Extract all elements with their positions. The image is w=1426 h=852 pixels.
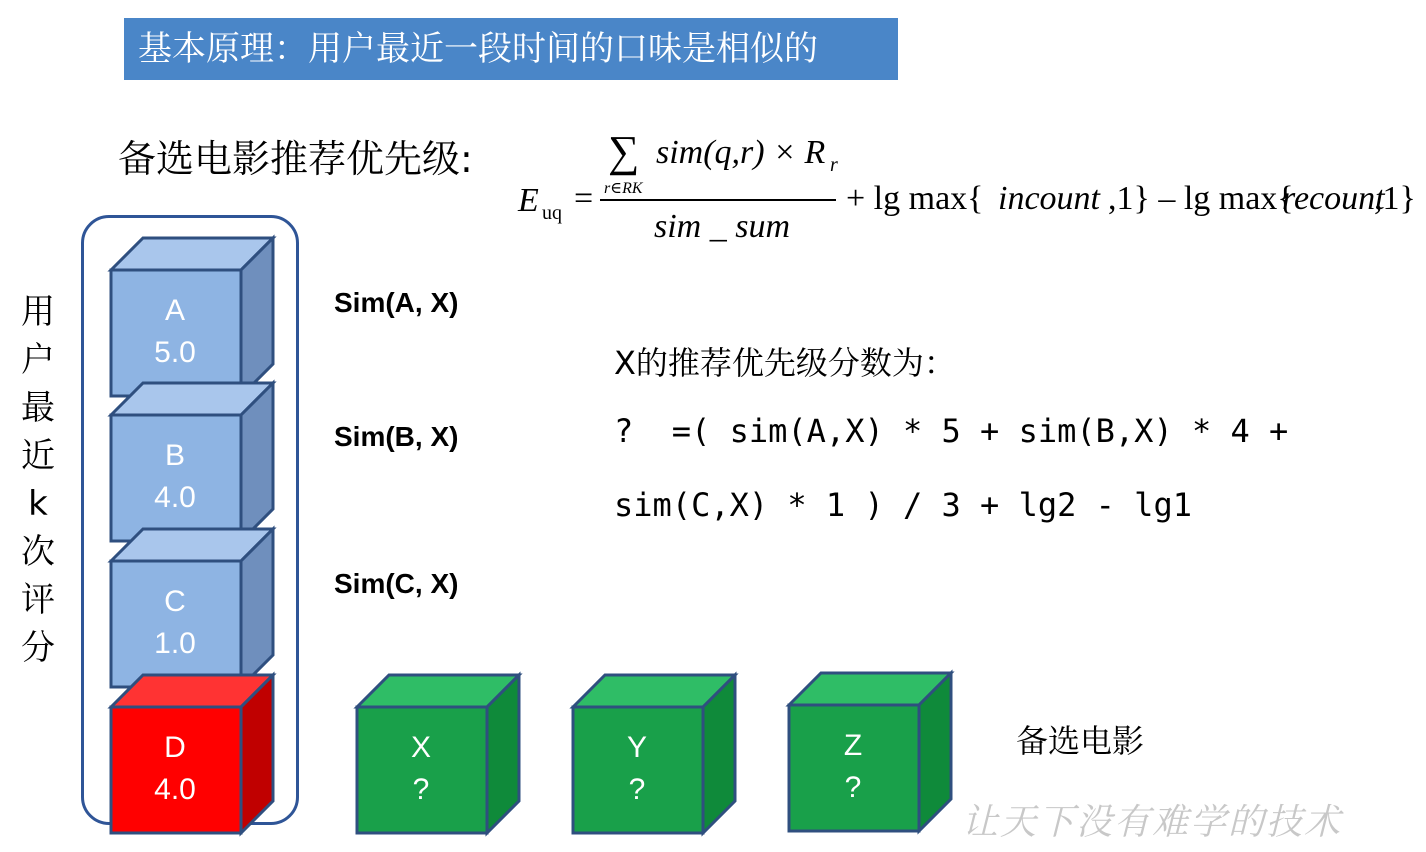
cube-movie-name: B xyxy=(164,439,185,472)
cube-movie-score: ? xyxy=(412,773,430,806)
watermark: 让天下没有难学的技术 xyxy=(962,802,1343,843)
cube-label xyxy=(788,705,918,831)
sim-label-c: Sim(C, X) xyxy=(334,568,459,599)
title-bar: 基本原理：用户最近一段时间的口味是相似的 xyxy=(124,18,898,80)
formula-term3-suffix: ,1} xyxy=(1374,180,1416,217)
cube-movie-score: ? xyxy=(628,773,646,806)
side-label-recent-k-ratings: 用 户 最 近 k 次 评 分 xyxy=(21,292,55,668)
cube-movie-score: 5.0 xyxy=(154,336,196,369)
formula-numerator: sim(q,r) × R xyxy=(656,134,826,171)
cube-label xyxy=(110,561,240,687)
cube-movie-score: 4.0 xyxy=(154,481,196,514)
sim-label-a: Sim(A, X) xyxy=(334,287,459,318)
sim-label-b: Sim(B, X) xyxy=(334,421,459,452)
candidate-label: 备选电影 xyxy=(1016,722,1145,760)
priority-formula xyxy=(518,126,1418,256)
formula-lhs: E xyxy=(518,182,539,219)
formula-sum-sub: r∈RK xyxy=(604,180,643,197)
formula-lhs-sub: uq xyxy=(542,202,562,224)
cube-movie-name: Y xyxy=(626,731,647,764)
cube-label xyxy=(110,415,240,541)
formula-term2-var: incount xyxy=(998,180,1100,217)
formula-denominator: sim _ sum xyxy=(654,208,791,245)
cube-movie-name: C xyxy=(164,585,186,618)
cube-movie-name: Z xyxy=(843,729,863,762)
formula-numerator-sub: r xyxy=(830,154,838,176)
cube-label xyxy=(572,707,702,833)
cube-movie-name: A xyxy=(164,294,185,327)
cube-movie-score: 1.0 xyxy=(154,627,196,660)
calc-line-2: sim(C,X) * 1 ) / 3 + lg2 - lg1 xyxy=(614,486,1192,524)
cube-movie-score: ? xyxy=(844,771,862,804)
cube-movie-name: X xyxy=(410,731,431,764)
calc-line-1: ? =( sim(A,X) * 5 + sim(B,X) * 4 + xyxy=(614,412,1289,450)
cube-movie-name: D xyxy=(164,731,186,764)
calc-heading: X的推荐优先级分数为： xyxy=(614,344,956,382)
formula-equals: = xyxy=(574,180,594,217)
priority-label: 备选电影推荐优先级: xyxy=(118,137,473,181)
cube-label xyxy=(110,707,240,833)
formula-fraction-line xyxy=(600,199,836,201)
formula-term2-prefix: + lg max{ xyxy=(846,180,984,217)
formula-sum-symbol: ∑ xyxy=(608,127,640,176)
formula-term3-var: recount xyxy=(1282,180,1385,217)
cube-movie-score: 4.0 xyxy=(154,773,196,806)
formula-term2-suffix: ,1} – lg max{ xyxy=(1108,180,1294,217)
cube-label xyxy=(110,270,240,396)
cube-label xyxy=(356,707,486,833)
